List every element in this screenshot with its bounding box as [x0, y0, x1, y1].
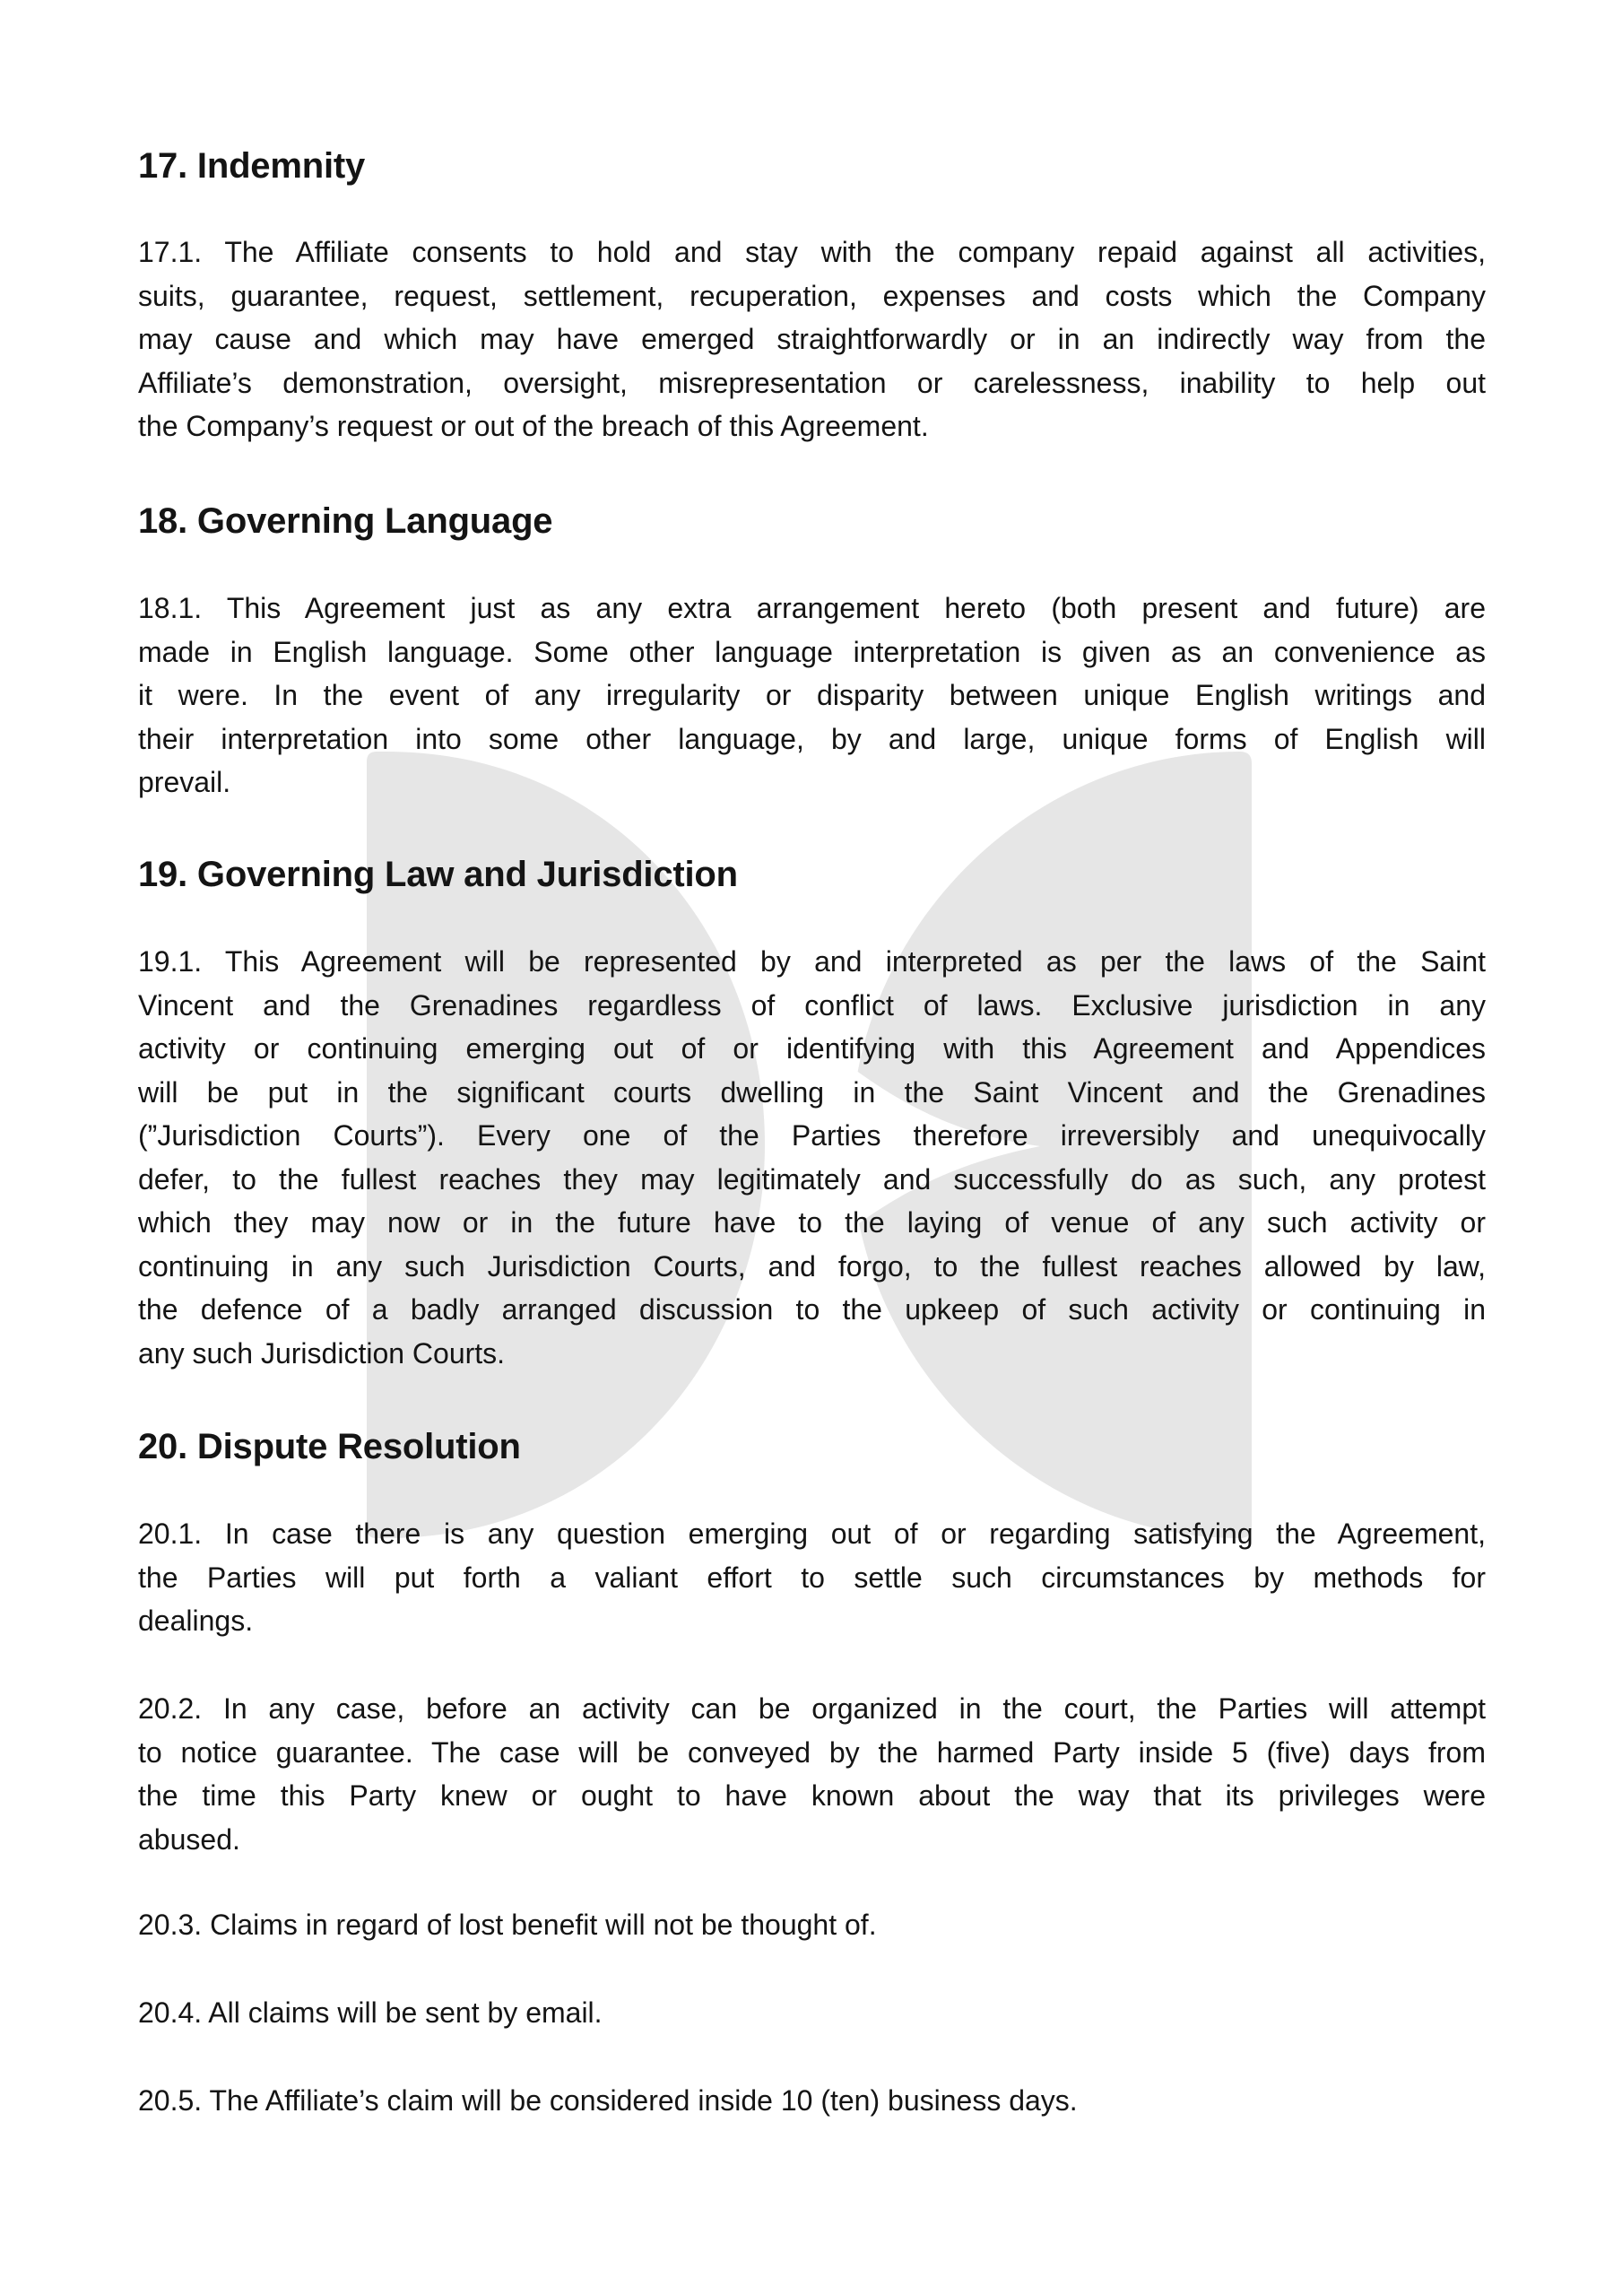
text-line: activity or continuing emerging out of or identifying with this Agreement and Appendices: [138, 1032, 1486, 1065]
text-line: defer, to the fullest reaches they may legitimately and successfully do as such, any protest: [138, 1162, 1486, 1196]
text-line: their interpretation into some other language, by and large, unique forms of English will: [138, 722, 1486, 755]
text-line: 20.4. All claims will be sent by email.: [138, 1996, 603, 2029]
text-line: the Parties will put forth a valiant effort to settle such circumstances by methods for: [138, 1561, 1486, 1594]
text-line: it were. In the event of any irregularity or disparity between unique English writings and: [138, 679, 1486, 711]
paragraph-20-2: [138, 1687, 1486, 1861]
text-line: (”Jurisdiction Courts”). Every one of the Parties therefore irreversibly and unequivocally: [138, 1119, 1486, 1152]
paragraph-17-1: [138, 230, 1486, 448]
text-line: the time this Party knew or ought to have known about the way that its privileges were: [138, 1779, 1486, 1812]
text-line: may cause and which may have emerged straightforwardly or in an indirectly way from the: [138, 323, 1486, 355]
text-line: prevail.: [138, 766, 231, 798]
text-line: abused.: [138, 1822, 240, 1856]
text-line: 20.3. Claims in regard of lost benefit will not be thought of.: [138, 1909, 877, 1941]
text-line: which they may now or in the future have to the laying of venue of any such activity or: [138, 1206, 1486, 1239]
text-line: suits, guarantee, request, settlement, recuperation, expenses and costs which the Company: [138, 279, 1486, 312]
paragraph-20-1: [138, 1512, 1486, 1643]
paragraph-19-1: [138, 940, 1486, 1375]
paragraph-20-3: [138, 1903, 1486, 1947]
text-line: dealings.: [138, 1605, 254, 1637]
text-line: to notice guarantee. The case will be conveyed by the harmed Party inside 5 (five) days from: [138, 1735, 1486, 1769]
text-line: 19.1. This Agreement will be represented by and interpreted as per the laws of the Saint: [138, 945, 1486, 978]
text-line: will be put in the significant courts dwelling in the Saint Vincent and the Grenadines: [138, 1075, 1486, 1109]
section-heading-governing-language: 18. Governing Language: [138, 501, 553, 541]
text-line: 20.2. In any case, before an activity can be organized in the court, the Parties will attempt: [138, 1692, 1486, 1725]
text-line: Affiliate’s demonstration, oversight, misrepresentation or carelessness, inability to help out: [138, 366, 1486, 399]
text-line: 20.1. In case there is any question emerging out of or regarding satisfying the Agreement,: [138, 1518, 1486, 1550]
text-line: the Company’s request or out of the breach of this Agreement.: [138, 410, 929, 442]
text-line: continuing in any such Jurisdiction Courts, and forgo, to the fullest reaches allowed by law,: [138, 1249, 1486, 1283]
section-heading-indemnity: 17. Indemnity: [138, 146, 366, 186]
paragraph-18-1: [138, 587, 1486, 804]
text-line: any such Jurisdiction Courts.: [138, 1336, 506, 1370]
text-line: 17.1. The Affiliate consents to hold and stay with the company repaid against all activities,: [138, 236, 1486, 268]
paragraph-20-5: [138, 2079, 1486, 2123]
text-line: Vincent and the Grenadines regardless of conflict of laws. Exclusive jurisdiction in any: [138, 988, 1486, 1022]
text-line: 18.1. This Agreement just as any extra arrangement hereto (both present and future) are: [138, 592, 1486, 624]
paragraph-20-4: [138, 1991, 1486, 2035]
text-line: 20.5. The Affiliate’s claim will be considered inside 10 (ten) business days.: [138, 2084, 1078, 2117]
section-heading-governing-law: 19. Governing Law and Jurisdiction: [138, 855, 738, 894]
section-heading-dispute-resolution: 20. Dispute Resolution: [138, 1427, 521, 1466]
text-line: made in English language. Some other language interpretation is given as an convenience as: [138, 635, 1486, 668]
text-line: the defence of a badly arranged discussion to the upkeep of such activity or continuing in: [138, 1293, 1486, 1326]
